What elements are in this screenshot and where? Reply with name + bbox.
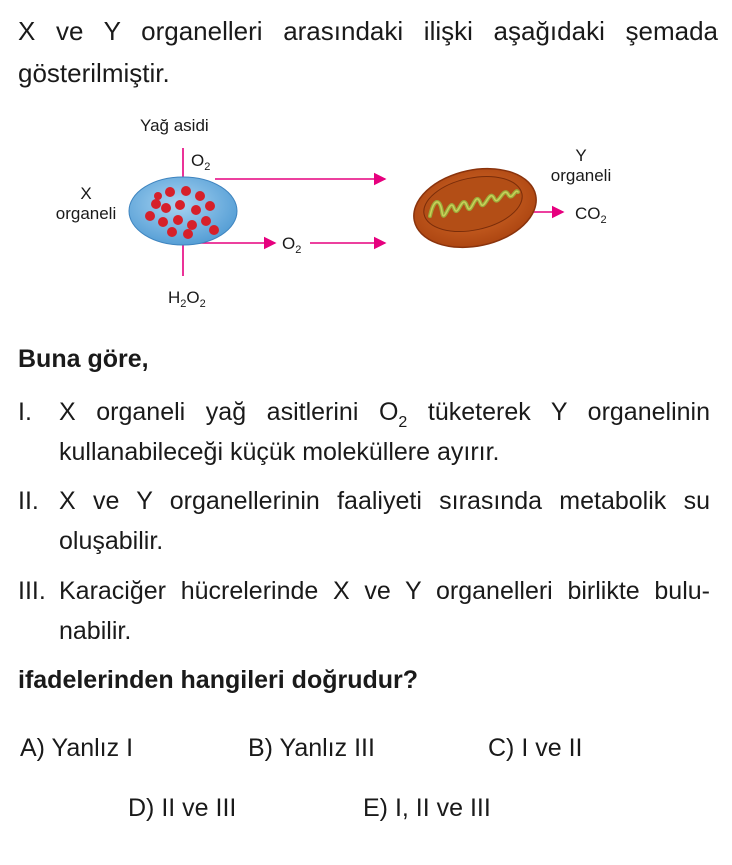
option-b[interactable]: B) Yanlız III xyxy=(248,734,375,762)
option-c[interactable]: C) I ve II xyxy=(488,734,583,762)
organelle-diagram xyxy=(0,108,732,318)
fatty-acid-label: Yağ asidi xyxy=(140,116,209,135)
co2-label: $CO_2$ xyxy=(575,204,607,226)
h2o2-line xyxy=(183,243,275,276)
statement-number: I. xyxy=(18,398,32,426)
question-text: ifadelerinden hangileri doğrudur? xyxy=(18,666,419,694)
option-d[interactable]: D) II ve III xyxy=(128,794,237,822)
statement-number: II. xyxy=(18,487,39,515)
y-organelle-label: Y organeli xyxy=(550,146,612,185)
h2o2-label: $H_2O_2$ xyxy=(168,288,206,310)
statement-text: X organeli yağ asitlerini $O_2$ tüketerek Y organelinin kullanabileceği küçük moleküllere ayırır. xyxy=(59,398,710,466)
x-organelle-label: X organeli xyxy=(55,184,117,223)
option-a[interactable]: A) Yanlız I xyxy=(20,734,134,762)
question-stem: X ve Y organelleri arasındaki ilişki aşağıdaki şemada gösterilmiştir. xyxy=(18,16,718,88)
peroxisome-x xyxy=(129,177,237,245)
mitochondrion-y xyxy=(406,158,543,258)
statement-text: Karaciğer hücrelerinde X ve Y organelleri birlikte bulu-nabilir. xyxy=(59,577,710,645)
statement-number: III. xyxy=(18,577,46,605)
option-e[interactable]: E) I, II ve III xyxy=(363,794,491,822)
statement-2 xyxy=(18,481,710,561)
statement-3 xyxy=(18,571,710,651)
statement-1 xyxy=(18,392,710,472)
statement-text: X ve Y organellerinin faaliyeti sırasında metabolik su oluşabilir. xyxy=(59,487,710,555)
o2-top-label: $O_2$ xyxy=(191,151,211,173)
o2-mid-label: $O_2$ xyxy=(282,234,302,256)
lead-text: Buna göre, xyxy=(18,345,149,373)
